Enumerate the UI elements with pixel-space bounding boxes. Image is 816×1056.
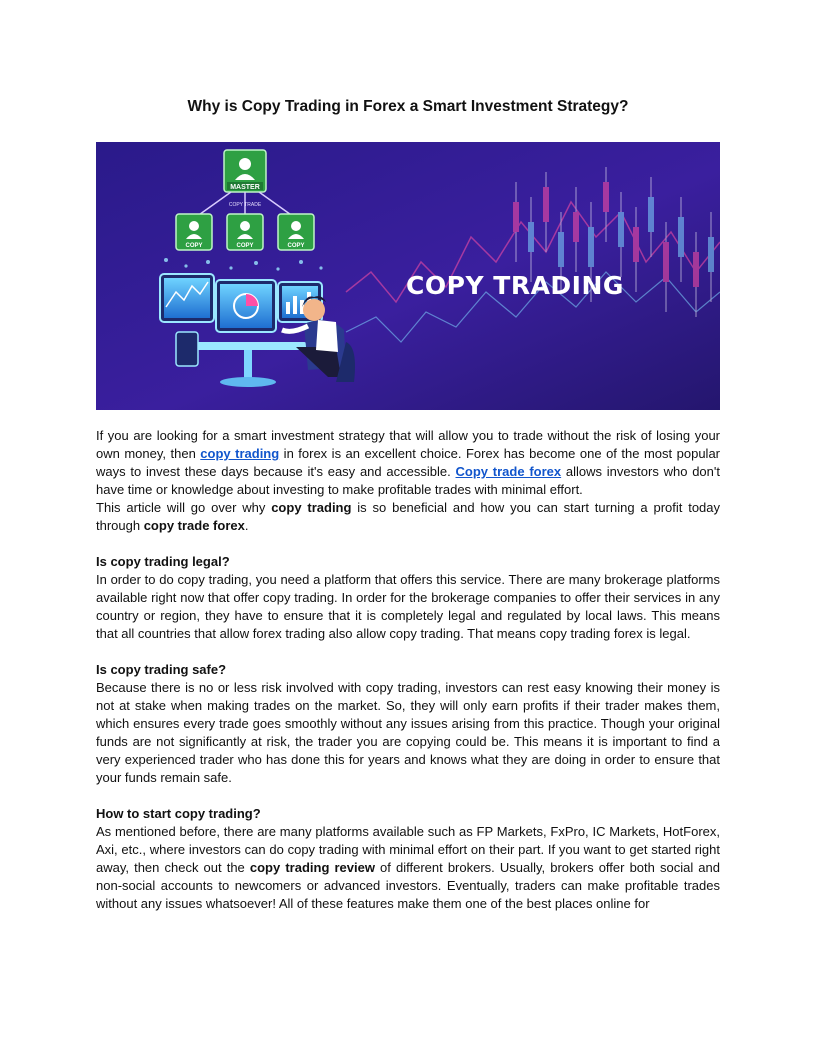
section-text-how-to: As mentioned before, there are many platforms available such as FP Markets, FxPro, IC Markets, HotForex, Axi, etc., where investors can do copy trading with minimal effort on their part. If you want to get started right away, then check out the copy trading review of different brokers. Usually, brokers offer both social and non-social accounts to newcomers or advanced investors. Eventually, traders can make profitable trades without any issues whatsoever! All of these features make them one of the best places online for [96, 824, 720, 911]
intro-paragraph-1: If you are looking for a smart investment strategy that will allow you to trade without the risk of losing your own money, then copy trading in forex is an excellent choice. Forex has become one of the most popular ways to invest these days because it's easy and accessible. Copy trade forex allows investors who don't have time or knowledge about investing to make profitable trades with minimal effort. [96, 428, 720, 497]
intro-paragraph-2: This article will go over why copy trading is so beneficial and how you can start turning a profit today through copy trade forex. [96, 500, 721, 533]
copy-tile [176, 214, 212, 250]
copy-trade-arrow-label: COPY TRADE [228, 202, 262, 208]
copy-tile [227, 214, 263, 250]
bold-copy-trading: copy trading [271, 500, 352, 515]
copy-trade-forex-link[interactable]: Copy trade forex [455, 464, 562, 479]
article-body [96, 427, 720, 913]
bold-copy-trading-review: copy trading review [249, 860, 375, 875]
page-title: Why is Copy Trading in Forex a Smart Investment Strategy? [187, 98, 629, 115]
section-heading-how-to: How to start copy trading? [96, 806, 261, 821]
copy-label: COPY [185, 243, 203, 249]
master-label: MASTER [230, 184, 260, 191]
section-text-legal: In order to do copy trading, you need a platform that offers this service. There are many brokerage platforms available right now that offer copy trading. In order for the brokerage companies to offer their services in any country or region, they have to ensure that it is completely legal and regulated by local laws. This means that all countries that allow forex trading also allow copy trading. That means copy trading forex is legal. [96, 572, 720, 641]
copy-tile [278, 214, 314, 250]
section-heading-legal: Is copy trading legal? [96, 554, 230, 569]
copy-label: COPY [287, 243, 305, 249]
section-text-safe: Because there is no or less risk involved with copy trading, investors can rest easy knowing their money is not at stake when making trades on the market. So, they will only earn profits if their trader makes them, which ensures every trade goes smoothly without any issues arising from this practice. Though your original funds are not significantly at risk, the trader you are copying could be. This means it is important to find a very experienced trader who has done this for years and knows what they are doing in order to ensure that your funds remain safe. [96, 680, 720, 785]
master-tile [224, 150, 266, 192]
copy-trading-link[interactable]: copy trading [200, 446, 280, 461]
bold-copy-trade-forex: copy trade forex [143, 518, 245, 533]
copy-label: COPY [236, 243, 254, 249]
section-heading-safe: Is copy trading safe? [96, 662, 227, 677]
banner-headline: COPY TRADING [406, 271, 624, 300]
copy-trading-banner [96, 142, 720, 410]
banner-illustration [96, 142, 720, 410]
